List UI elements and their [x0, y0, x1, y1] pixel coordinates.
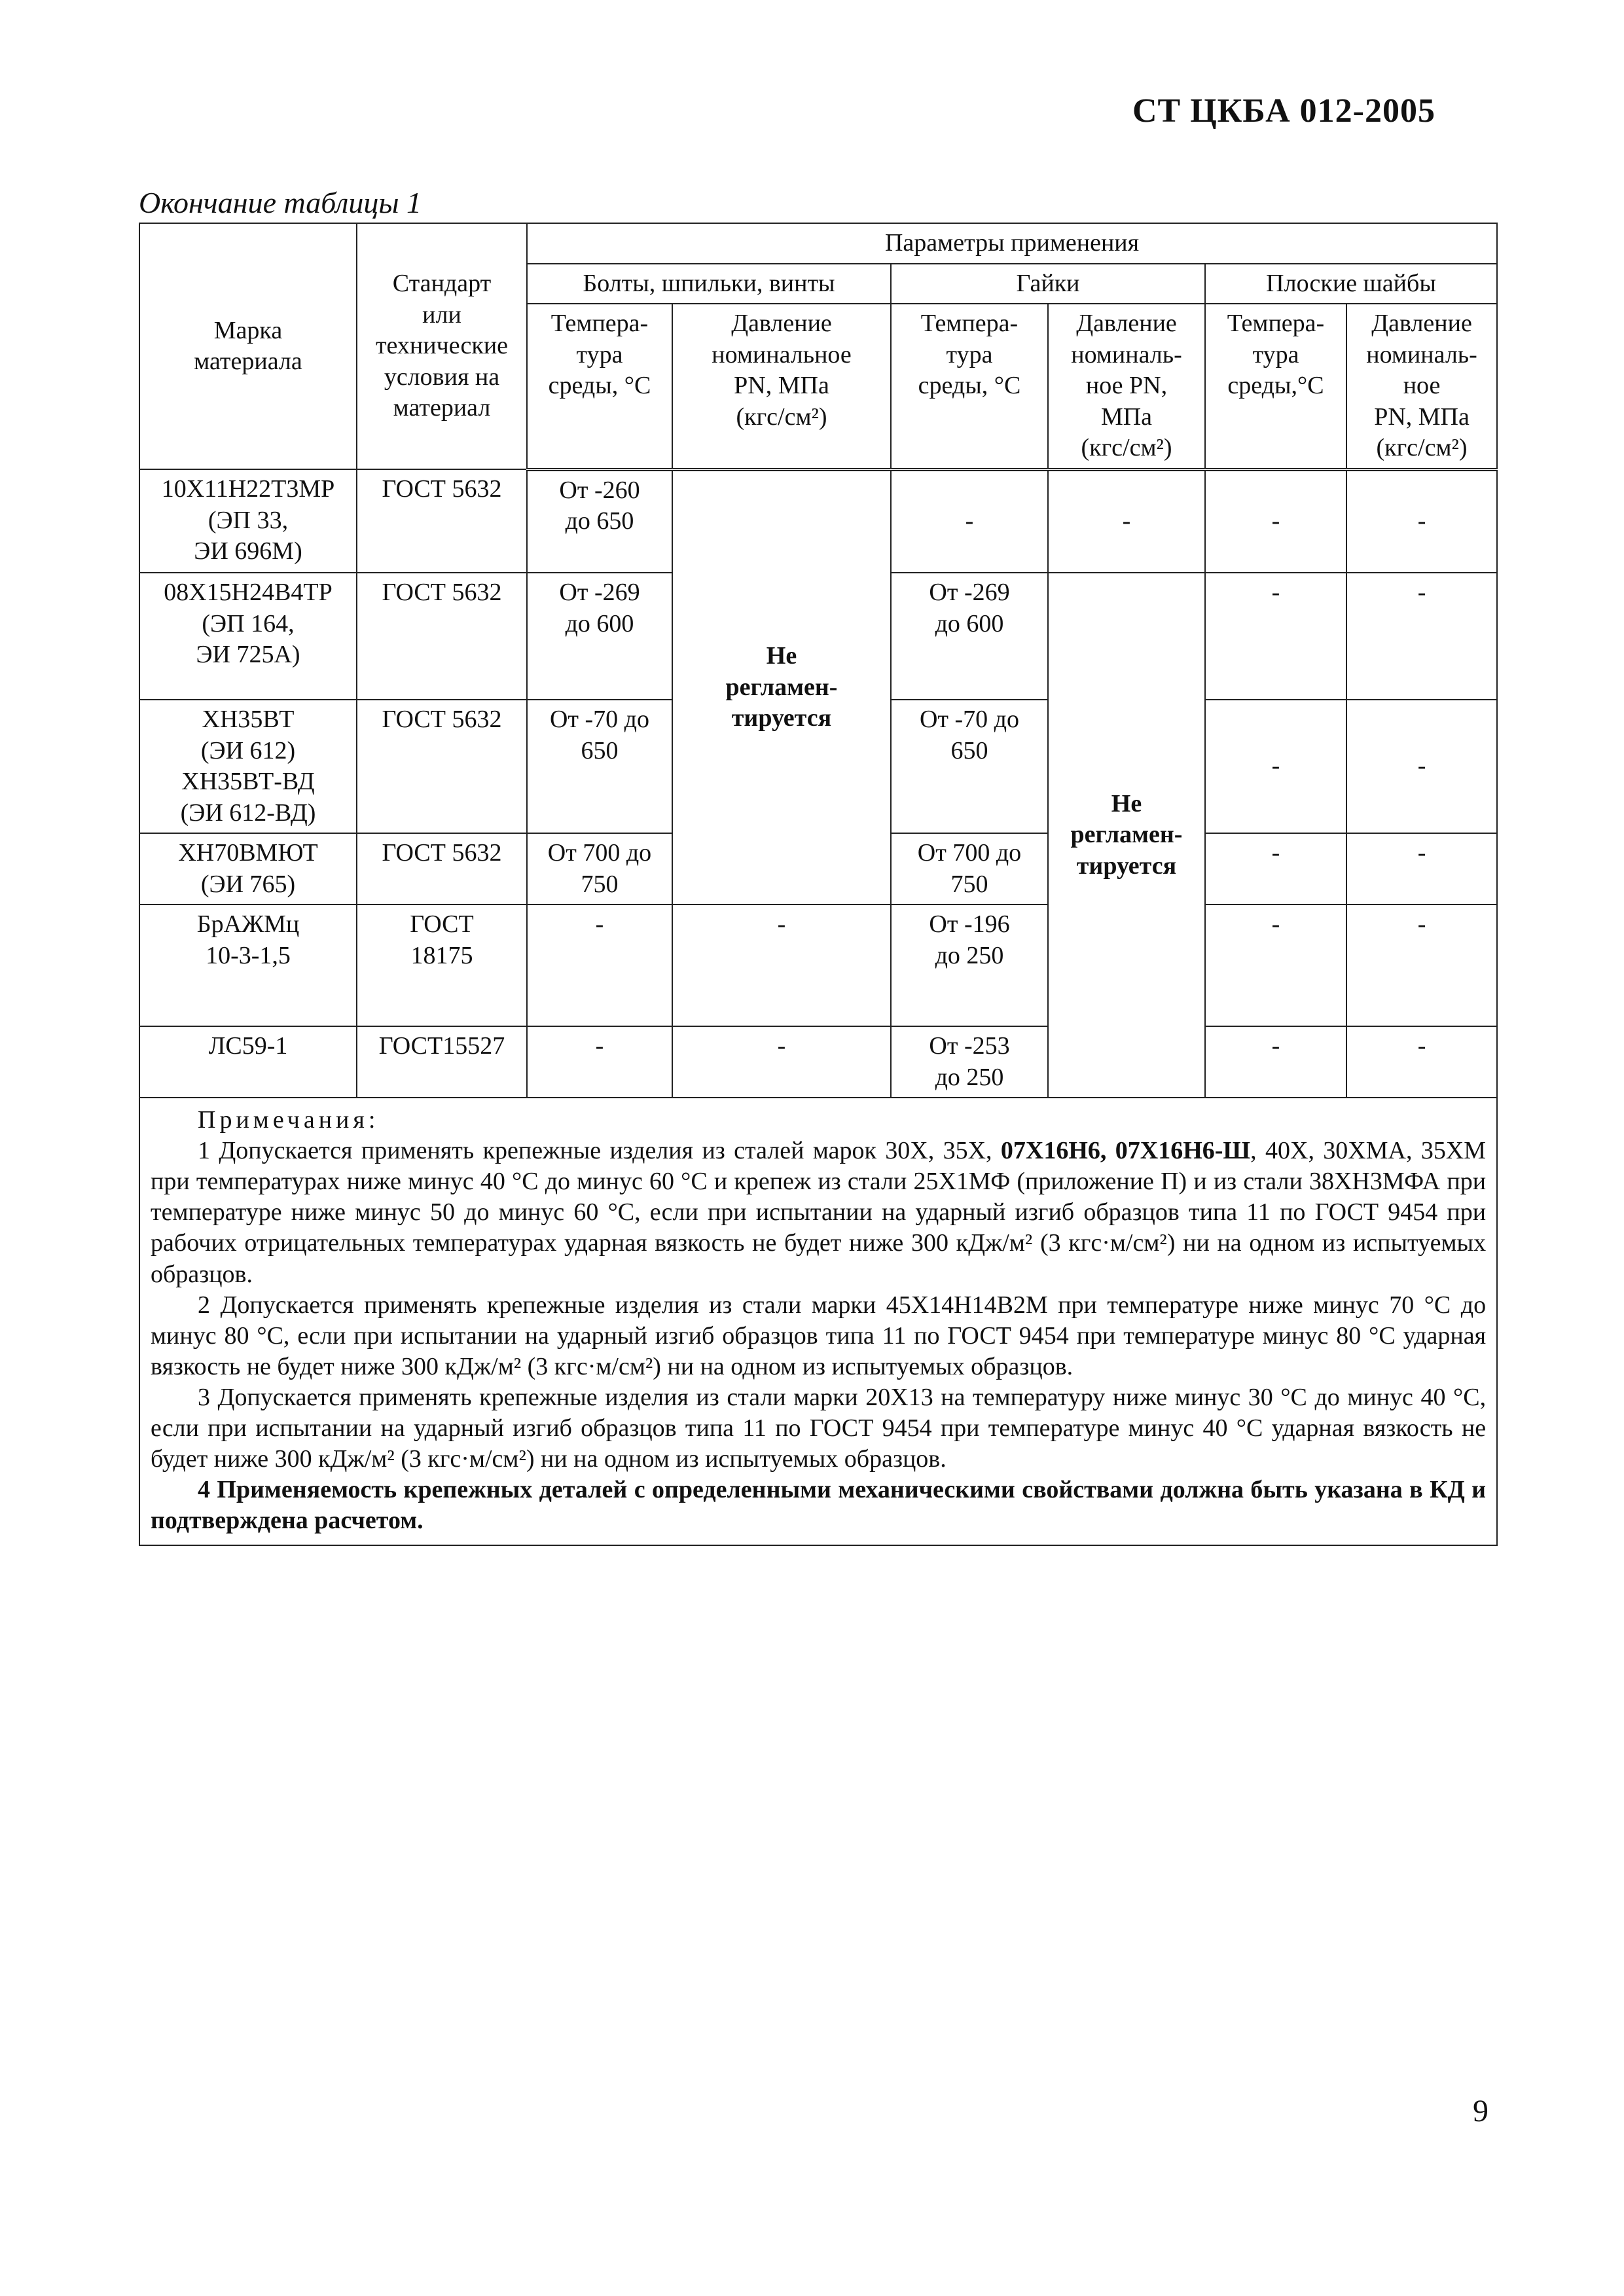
header-group-nuts: Гайки	[891, 264, 1205, 304]
cell-washer-temperature: -	[1205, 905, 1346, 1026]
header-washer-temperature: Темпера- тура среды,°С	[1205, 304, 1346, 469]
header-nut-temperature: Темпера- тура среды, °С	[891, 304, 1048, 469]
cell-washer-pressure: -	[1346, 905, 1497, 1026]
cell-bolt-temperature: От -260 до 650	[527, 469, 672, 573]
header-washer-pressure: Давление номиналь- ное PN, МПа (кгс/см²)	[1346, 304, 1497, 469]
cell-washer-temperature: -	[1205, 573, 1346, 700]
notes-row	[139, 1098, 1497, 1545]
table-caption: Окончание таблицы 1	[139, 186, 422, 219]
note-2: 2 Допускается применять крепежные изделия из стали марки 45Х14Н14В2М при температуре ниже минус 70 °С до минус 80 °С, если при испытании на ударный изгиб образцов типа 11 по ГОСТ 9454 при температуре минус 80 °С ударная вязкость не будет ниже 300 кДж/м² (3 кгс·м/см²) ни на одном из испытуемых образцов.	[151, 1291, 1487, 1380]
cell-bolt-temperature: От 700 до 750	[527, 833, 672, 905]
cell-nut-temperature: От -70 до 650	[891, 700, 1048, 833]
cell-nut-temperature: -	[891, 469, 1048, 573]
cell-material-grade: ХН35ВТ (ЭИ 612) ХН35ВТ-ВД (ЭИ 612-ВД)	[139, 700, 357, 833]
header-application-params: Параметры применения	[527, 223, 1497, 264]
cell-washer-pressure: -	[1346, 469, 1497, 573]
cell-bolt-pressure-not-regulated: Не регламен- тируется	[672, 469, 891, 905]
cell-washer-pressure: -	[1346, 573, 1497, 700]
cell-standard: ГОСТ 18175	[357, 905, 527, 1026]
cell-bolt-pressure: -	[672, 905, 891, 1026]
document-code: СТ ЦКБА 012-2005	[1132, 92, 1435, 130]
notes-title: Примечания:	[198, 1106, 380, 1134]
cell-nut-temperature: От -196 до 250	[891, 905, 1048, 1026]
header-nut-pressure: Давление номиналь- ное PN, МПа (кгс/см²)	[1048, 304, 1205, 469]
cell-washer-temperature: -	[1205, 700, 1346, 833]
cell-bolt-temperature: От -70 до 650	[527, 700, 672, 833]
cell-nut-pressure-not-regulated: Не регламен- тируется	[1048, 573, 1205, 1098]
cell-washer-temperature: -	[1205, 1026, 1346, 1098]
cell-washer-temperature: -	[1205, 833, 1346, 905]
cell-nut-temperature: От 700 до 750	[891, 833, 1048, 905]
cell-material-grade: 10Х11Н22Т3МР (ЭП 33, ЭИ 696М)	[139, 469, 357, 573]
cell-material-grade: 08Х15Н24В4ТР (ЭП 164, ЭИ 725А)	[139, 573, 357, 700]
cell-standard: ГОСТ 5632	[357, 833, 527, 905]
cell-bolt-temperature: От -269 до 600	[527, 573, 672, 700]
notes-block	[139, 1098, 1497, 1545]
page-number: 9	[1473, 2094, 1489, 2128]
cell-material-grade: ХН70ВМЮТ (ЭИ 765)	[139, 833, 357, 905]
cell-washer-pressure: -	[1346, 833, 1497, 905]
cell-bolt-temperature: -	[527, 905, 672, 1026]
cell-material-grade: ЛС59-1	[139, 1026, 357, 1098]
cell-nut-temperature: От -253 до 250	[891, 1026, 1048, 1098]
header-bolt-pressure: Давление номинальное PN, МПа (кгс/см²)	[672, 304, 891, 469]
cell-washer-pressure: -	[1346, 1026, 1497, 1098]
cell-washer-temperature: -	[1205, 469, 1346, 573]
table-row	[139, 905, 1497, 1026]
header-group-washers: Плоские шайбы	[1205, 264, 1497, 304]
cell-material-grade: БрАЖМц 10-3-1,5	[139, 905, 357, 1026]
cell-standard: ГОСТ15527	[357, 1026, 527, 1098]
note-4: 4 Применяемость крепежных деталей с определенными механическими свойствами должна быть указана в КД и подтверждена расчетом.	[151, 1476, 1487, 1535]
cell-bolt-pressure: -	[672, 1026, 891, 1098]
cell-nut-pressure: -	[1048, 469, 1205, 573]
header-group-bolts: Болты, шпильки, винты	[527, 264, 891, 304]
cell-standard: ГОСТ 5632	[357, 700, 527, 833]
cell-standard: ГОСТ 5632	[357, 469, 527, 573]
note-3: 3 Допускается применять крепежные изделия из стали марки 20Х13 на температуру ниже минус 30 °С до минус 40 °С, если при испытании на ударный изгиб образцов типа 11 по ГОСТ 9454 при температуре минус 40 °С ударная вязкость не будет ниже 300 кДж/м² (3 кгс·м/см²) ни на одном из испытуемых образцов.	[151, 1383, 1487, 1473]
cell-standard: ГОСТ 5632	[357, 573, 527, 700]
cell-washer-pressure: -	[1346, 700, 1497, 833]
materials-table	[139, 223, 1498, 1546]
header-material-grade: Марка материала	[139, 223, 357, 469]
cell-nut-temperature: От -269 до 600	[891, 573, 1048, 700]
cell-bolt-temperature: -	[527, 1026, 672, 1098]
note-1: 1 Допускается применять крепежные изделия из сталей марок 30Х, 35Х, 07Х16Н6, 07Х16Н6-Ш, 40Х, 30ХМА, 35ХМ при температурах ниже минус 40 °С до минус 60 °С и крепеж из стали 25Х1МФ (приложение П) и из стали 38ХН3МФА при температуре ниже минус 50 до минус 60 °С, если при испытании на ударный изгиб образцов типа 11 по ГОСТ 9454 при рабочих отрицательных температурах ударная вязкость не будет ниже 300 кДж/м² (3 кгс·м/см²) ни на одном из испытуемых образцов.	[151, 1137, 1487, 1288]
table-row	[139, 1026, 1497, 1098]
header-bolt-temperature: Темпера- тура среды, °С	[527, 304, 672, 469]
header-standard: Стандарт или технические условия на материал	[357, 223, 527, 469]
table-row	[139, 469, 1497, 573]
